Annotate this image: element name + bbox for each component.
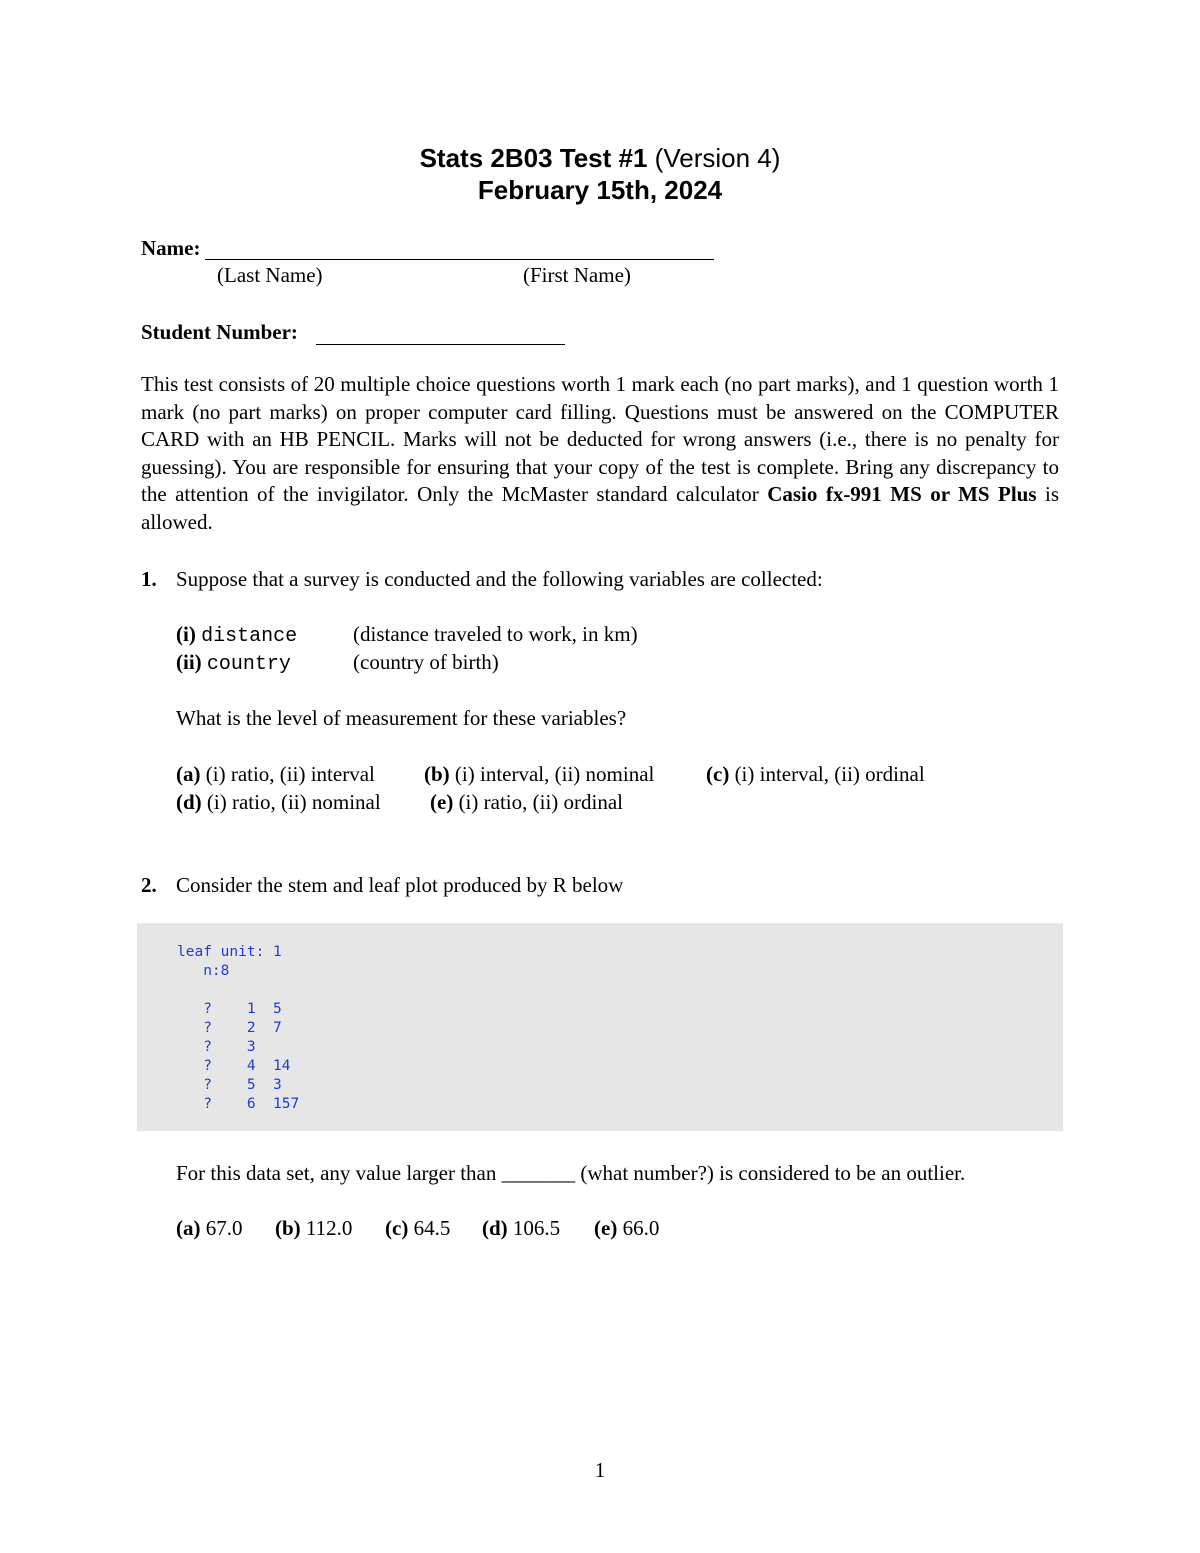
q2-option-c-text: 64.5 [413, 1216, 451, 1240]
test-title-bold: Stats 2B03 Test #1 [419, 143, 648, 173]
question-1-number: 1. [141, 567, 157, 591]
test-title [0, 143, 1200, 174]
variable-2-label: (ii) [176, 650, 202, 674]
q1-option-d-text: (i) ratio, (ii) nominal [206, 790, 381, 814]
question-1-prompt: Suppose that a survey is conducted and the following variables are collected: [176, 567, 823, 591]
q2-option-d-text: 106.5 [512, 1216, 561, 1240]
q2-option-a-letter: (a) [176, 1216, 201, 1240]
q2-option-b-letter: (b) [275, 1216, 301, 1240]
page-number: 1 [594, 1458, 606, 1482]
q2-option-d-letter: (d) [482, 1216, 508, 1240]
q2-option-c[interactable] [385, 1214, 450, 1242]
q1-option-c-letter: (c) [706, 762, 730, 786]
calculator-model: Casio fx-991 MS or MS Plus [767, 482, 1037, 506]
name-label: Name: [141, 236, 201, 260]
question-2-prompt: Consider the stem and leaf plot produced by R below [176, 873, 624, 897]
q2-option-d[interactable] [482, 1214, 560, 1242]
student-number-label: Student Number: [141, 320, 298, 344]
name-field-line[interactable] [205, 259, 714, 260]
q2-option-a[interactable] [176, 1214, 243, 1242]
q2-option-a-text: 67.0 [205, 1216, 243, 1240]
q2-option-e[interactable] [594, 1214, 659, 1242]
last-name-hint: (Last Name) [217, 263, 323, 287]
q1-option-b-letter: (b) [424, 762, 450, 786]
q1-option-a[interactable] [176, 760, 375, 788]
variable-2-description: (country of birth) [353, 650, 499, 674]
q2-option-e-letter: (e) [594, 1216, 618, 1240]
variable-1-description: (distance traveled to work, in km) [353, 622, 638, 646]
question-2-question: For this data set, any value larger than _______ (what number?) is considered to be an outlier. [176, 1161, 966, 1185]
test-date: February 15th, 2024 [477, 175, 723, 205]
q1-option-b-text: (i) interval, (ii) nominal [454, 762, 655, 786]
q1-option-c-text: (i) interval, (ii) ordinal [734, 762, 925, 786]
q1-option-c[interactable] [706, 760, 925, 788]
q2-option-b[interactable] [275, 1214, 352, 1242]
variable-2 [176, 648, 291, 679]
test-version: (Version 4) [654, 143, 781, 173]
q1-option-e-text: (i) ratio, (ii) ordinal [458, 790, 624, 814]
variable-1-name: distance [201, 625, 298, 648]
q1-option-a-letter: (a) [176, 762, 201, 786]
instructions-paragraph [141, 371, 1059, 536]
student-number-field-line[interactable] [316, 344, 565, 345]
q2-option-b-text: 112.0 [305, 1216, 353, 1240]
q1-option-e[interactable] [430, 788, 623, 816]
q2-option-c-letter: (c) [385, 1216, 409, 1240]
q1-option-b[interactable] [424, 760, 654, 788]
q1-option-e-letter: (e) [430, 790, 454, 814]
variable-1 [176, 620, 297, 651]
variable-2-name: country [206, 653, 291, 676]
first-name-hint: (First Name) [523, 263, 631, 287]
stem-leaf-plot: leaf unit: 1 n:8 ? 1 5 ? 2 7 ? 3 ? 4 14 ? 5 3 ? 6 157 [177, 944, 300, 1112]
q1-option-d[interactable] [176, 788, 381, 816]
variable-1-label: (i) [176, 622, 196, 646]
question-2-number: 2. [141, 873, 157, 897]
instructions-text: This test consists of 20 multiple choice questions worth 1 mark each (no part marks), and 1 question worth 1 mark (no part marks) on proper computer card filling. Questions must be answered on the COMPUTER CARD with an HB PENCIL. Marks will not be deducted for wrong answers (i.e., there is no penalty for guessing). You are responsible for ensuring that your copy of the test is complete. Bring any discrepancy to the attention of the invigilator. Only the McMaster standard calculator [141, 372, 1059, 506]
q1-option-a-text: (i) ratio, (ii) interval [205, 762, 375, 786]
instructions-text-end: is allowed. [141, 482, 1059, 534]
q1-option-d-letter: (d) [176, 790, 202, 814]
q2-option-e-text: 66.0 [622, 1216, 660, 1240]
question-1-question: What is the level of measurement for these variables? [176, 706, 627, 730]
